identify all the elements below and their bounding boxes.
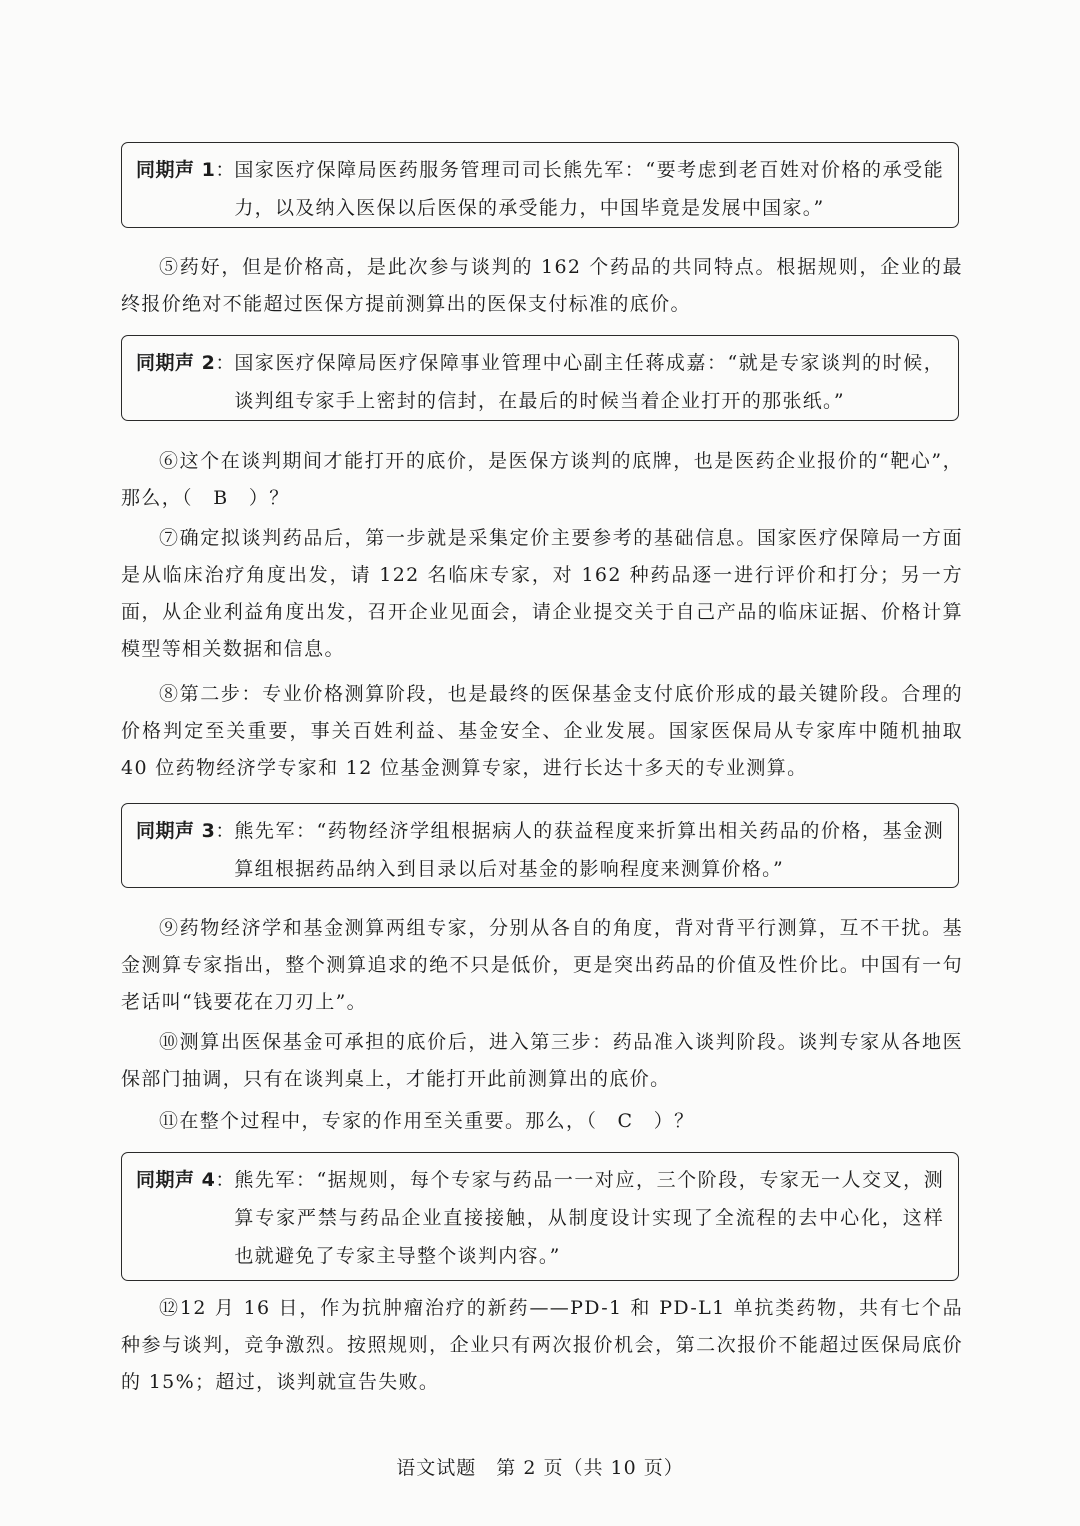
quote-label: 同期声 4 — [136, 1169, 216, 1191]
paragraph-8: ⑧第二步：专业价格测算阶段，也是最终的医保基金支付底价形成的最关键阶段。合理的价格判定至关重要，事关百姓利益、基金安全、企业发展。国家医保局从专家库中随机抽取 40 位药物经济学专家和 12 位基金测算专家，进行长达十多天的专业测算。 — [121, 683, 963, 779]
quote-text: 国家医疗保障局医疗保障事业管理中心副主任蒋成嘉：“就是专家谈判的时候，谈判组专家手上密封的信封，在最后的时候当着企业打开的那张纸。” — [234, 352, 944, 412]
quote-box-1 — [121, 142, 959, 228]
quote-box-3 — [121, 803, 959, 888]
paragraph-10: ⑩测算出医保基金可承担的底价后，进入第三步：药品准入谈判阶段。谈判专家从各地医保部门抽调，只有在谈判桌上，才能打开此前测算出的底价。 — [121, 1031, 963, 1090]
quote-text: 国家医疗保障局医药服务管理司司长熊先军：“要考虑到老百姓对价格的承受能力，以及纳入医保以后医保的承受能力，中国毕竟是发展中国家。” — [234, 159, 944, 219]
quote-label: 同期声 1 — [136, 159, 216, 181]
paragraph-9: ⑨药物经济学和基金测算两组专家，分别从各自的角度，背对背平行测算，互不干扰。基金测算专家指出，整个测算追求的绝不只是低价，更是突出药品的价值及性价比。中国有一句老话叫“钱要花在刀刃上”。 — [121, 917, 963, 1013]
paragraph-11: ⑪在整个过程中，专家的作用至关重要。那么，（ C ）？ — [159, 1110, 695, 1132]
quote-label: 同期声 2 — [136, 352, 216, 374]
paragraph-6: ⑥这个在谈判期间才能打开的底价，是医保方谈判的底牌，也是医药企业报价的“靶心”，那么，（ B ）？ — [121, 450, 963, 509]
page-footer: 语文试题 第 2 页（共 10 页） — [396, 1457, 684, 1479]
quote-text: 熊先军：“据规则，每个专家与药品一一对应，三个阶段，专家无一人交叉，测算专家严禁与药品企业直接接触，从制度设计实现了全流程的去中心化，这样也就避免了专家主导整个谈判内容。” — [234, 1169, 944, 1267]
quote-box-2 — [121, 335, 959, 421]
paragraph-7: ⑦确定拟谈判药品后，第一步就是采集定价主要参考的基础信息。国家医疗保障局一方面是从临床治疗角度出发，请 122 名临床专家，对 162 种药品逐一进行评价和打分；另一方面，从企业利益角度出发，召开企业见面会，请企业提交关于自己产品的临床证据、价格计算模型等相关数据和信息。 — [121, 527, 963, 660]
quote-box-4 — [121, 1152, 959, 1281]
quote-label: 同期声 3 — [136, 820, 216, 842]
paragraph-12: ⑫12 月 16 日，作为抗肿瘤治疗的新药——PD-1 和 PD-L1 单抗类药物，共有七个品种参与谈判，竞争激烈。按照规则，企业只有两次报价机会，第二次报价不能超过医保局底价的 15%；超过，谈判就宣告失败。 — [121, 1297, 963, 1393]
quote-colon: ： — [215, 352, 235, 374]
quote-text: 熊先军：“药物经济学组根据病人的获益程度来折算出相关药品的价格，基金测算组根据药品纳入到目录以后对基金的影响程度来测算价格。” — [234, 820, 944, 880]
quote-colon: ： — [215, 159, 235, 181]
quote-colon: ： — [215, 820, 235, 842]
quote-colon: ： — [215, 1169, 235, 1191]
paragraph-5: ⑤药好，但是价格高，是此次参与谈判的 162 个药品的共同特点。根据规则，企业的最终报价绝对不能超过医保方提前测算出的医保支付标准的底价。 — [121, 256, 963, 315]
